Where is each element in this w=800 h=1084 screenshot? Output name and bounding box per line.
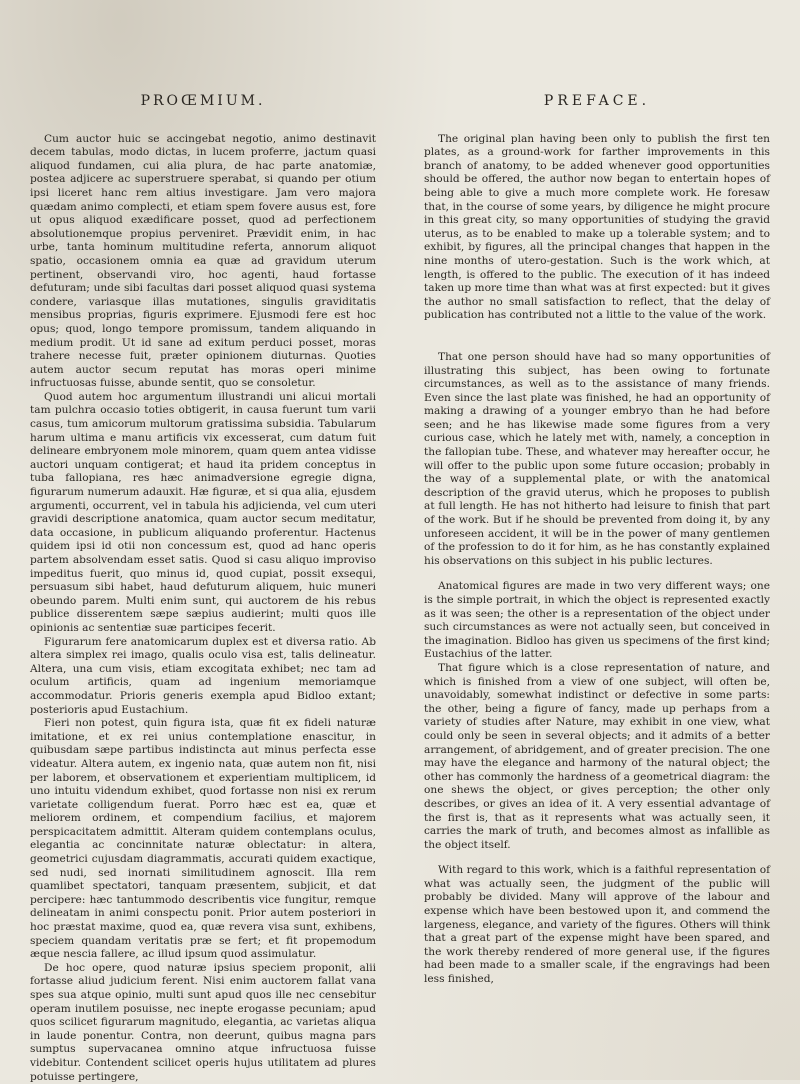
english-paragraph: Anatomical figures are made in two very different ways; one is the simple portrait, in which the object is represented exactly as it was seen; the other is a representation of the object under such circumstances as were not actually seen, but conceived in the imagination. Bidloo has given us specimens of the first kind; Eustachius of the latter. (424, 580, 770, 661)
english-column (424, 95, 770, 987)
latin-column (30, 95, 376, 1084)
english-paragraph: The original plan having been only to publish the first ten plates, as a ground-work for farther improvements in this branch of anatomy, to be added whenever good opportunities should be offered, the author now began to entertain hopes of being able to give a much more complete work. He foresaw that, in the course of some years, by diligence he might procure in this great city, so many opportunities of studying the gravid uterus, as to be enabled to make up a tolerable system; and to exhibit, by figures, all the principal changes that happen in the nine months of utero-gestation. Such is the work which, at length, is offered to the public. The execution of it has indeed taken up more time than what was at first expected: but it gives the author no small satisfaction to reflect, that the delay of publication has contributed not a little to the value of the work. (424, 132, 770, 322)
latin-paragraph: Fieri non potest, quin figura ista, quæ fit ex fideli naturæ imitatione, et ex rei unius contemplatione enascitur, in quibusdam sæpe partibus indistincta aut minus perfecta esse videatur. Altera autem, ex ingenio nata, quæ autem non fit, nisi per laborem, et observationem et experientiam multiplicem, id uno intuitu videndum exhibet, quod fortasse non nisi ex rerum varietate colligendum fuerat. Porro hæc est ea, quæ et meliorem ordinem, et compendium facilius, et majorem perspicacitatem admittit. Alteram quidem contemplans oculus, elegantia ac concinnitate naturæ oblectatur: in altera, geometrici cujusdam diagrammatis, accurati quidem exactique, sed nudi, sed inornati similitudinem agnoscit. Illa rem quamlibet spectatori, tanquam præsentem, subjicit, et dat percipere: hæc tantummodo describentis vice fungitur, remque delineatam in animi conspectu ponit. Prior autem posteriori in hoc præstat maxime, quod ea, quæ revera visa sunt, exhibens, speciem quandam veritatis præ se fert; et fit propemodum æque nescia fallere, ac illud ipsum quod assimulatur. (30, 717, 376, 961)
latin-paragraph: Quod autem hoc argumentum illustrandi uni alicui mortali tam pulchra occasio toties obtigerit, in causa fuerunt tum varii casus, tum amicorum multorum gratissima subsidia. Tabularum harum ultima e manu artificis vix excesserat, cum datum fuit delineare embryonem mole minorem, quam quem antea vidisse auctori unquam contigerat; et haud ita pridem conceptus in tuba fallopiana, res hæc animadversione egregie digna, figurarum numerum adauxit. Hæ figuræ, et si qua alia, ejusdem argumenti, occurrent, vel in tabula his adjicienda, vel cum uteri gravidi descriptione anatomica, quam auctor secum meditatur, data occasione, in publicum aliquando proferentur. Hactenus quidem ipsi id otii non concessum est, quod ad hanc operis partem absolvendam esset satis. Quod si casu aliquo improviso impeditus fuerit, quo minus id, quod cupiat, possit exsequi, persuasum sibi habet, haud defuturum aliquem, huic muneri obeundo parem. Multi enim sunt, qui auctorem de his rebus publice disserentem sæpe sæpius audierint; multi quos ille opinionis ac sententiæ suæ participes fecerit. (30, 390, 376, 634)
english-paragraph: With regard to this work, which is a faithful representation of what was actually seen, the judgment of the public will probably be divided. Many will approve of the labour and expense which have been bestowed upon it, and commend the largeness, elegance, and variety of the figures. Others will think that a great part of the expense might have been spared, and the work thereby rendered of more general use, if the figures had been made to a smaller scale, if the engravings had been less finished, (424, 864, 770, 986)
english-paragraph: That figure which is a close representation of nature, and which is finished from a view of one subject, will often be, unavoidably, somewhat indistinct or defective in some parts: the other, being a figure of fancy, made up perhaps from a variety of studies after Nature, may exhibit in one view, what could only be seen in several objects; and it admits of a better arrangement, of abridgement, and of greater precision. The one may have the elegance and harmony of the natural object; the other has commonly the hardness of a geometrical diagram: the one shews the object, or gives perception; the other only describes, or gives an idea of it. A very essential advantage of the first is, that as it represents what was actually seen, it carries the mark of truth, and becomes almost as infallible as the object itself. (424, 661, 770, 851)
english-paragraph: That one person should have had so many opportunities of illustrating this subject, has been owing to fortunate circumstances, as well as to the assistance of many friends. Even since the last plate was finished, he had an opportunity of making a drawing of a younger embryo than he had before seen; and he has likewise made some figures from a very curious case, which he lately met with, namely, a conception in the fallopian tube. These, and whatever may hereafter occur, he will offer to the public upon some future occasion; probably in the way of a supplemental plate, or with the anatomical description of the gravid uterus, which he proposes to publish at full length. He has not hitherto had leisure to finish that part of the work. But if he should be prevented from doing it, by any unforeseen accident, it will be in the power of many gentlemen of the profession to do it for him, as he has constantly explained his observations on this subject in his public lectures. (424, 350, 770, 567)
latin-paragraph: De hoc opere, quod naturæ ipsius speciem proponit, alii fortasse aliud judicium ferent. Nisi enim auctorem fallat vana spes sua atque opinio, multi sunt apud quos ille nec censebitur operam inutilem posuisse, nec inepte erogasse pecuniam; apud quos scilicet figurarum magnitudo, elegantia, ac varietas aliqua in laude ponentur. Contra, non deerunt, quibus magna pars sumptus supervacanea omnino atque infructuosa fuisse videbitur. Contendent scilicet operis hujus utilitatem ad plures potuisse pertingere, (30, 961, 376, 1083)
latin-heading: PROŒMIUM. (140, 93, 266, 109)
latin-paragraph: Figurarum fere anatomicarum duplex est et diversa ratio. Ab altera simplex rei imago, qualis oculo visa est, talis delineatur. Altera, una cum visis, etiam excogitata exhibet; nec tam ad oculum artificis, quam ad ingenium memoriamque accommodatur. Prioris generis exempla apud Bidloo extant; posterioris apud Eustachium. (30, 635, 376, 716)
english-heading: PREFACE. (543, 93, 651, 109)
latin-paragraph: Cum auctor huic se accingebat negotio, animo destinavit decem tabulas, modo dictas, in lucem proferre, jactum quasi aliquod fundamen, cui alia plura, de hac parte anatomiæ, postea adjicere ac superstruere sperabat, si quando per otium ipsi liceret hanc rem altius investigare. Jam vero majora quædam animo complecti, et etiam spem fovere ausus est, fore ut opus aliquod exædificare posset, quod ad perfectionem absolutionemque propius perveniret. Prævidit enim, in hac urbe, tanta hominum multitudine referta, annorum aliquot spatio, occasionem omnia ea quæ ad gravidum uterum pertinent, observandi viro, hoc agenti, haud fortasse defuturam; unde sibi facultas dari posset aliquod quasi systema condere, variasque illas mutationes, singulis graviditatis mensibus proprias, figuris exprimere. Ejusmodi fere est hoc opus; quod, longo tempore promissum, tandem aliquando in medium prodit. Ut id sane ad exitum perduci posset, moras trahere necesse fuit, præter opinionem diuturnas. Quoties autem auctor secum reputat has moras operi minime infructuosas fuisse, abunde sentit, quo se consoletur. (30, 132, 376, 390)
